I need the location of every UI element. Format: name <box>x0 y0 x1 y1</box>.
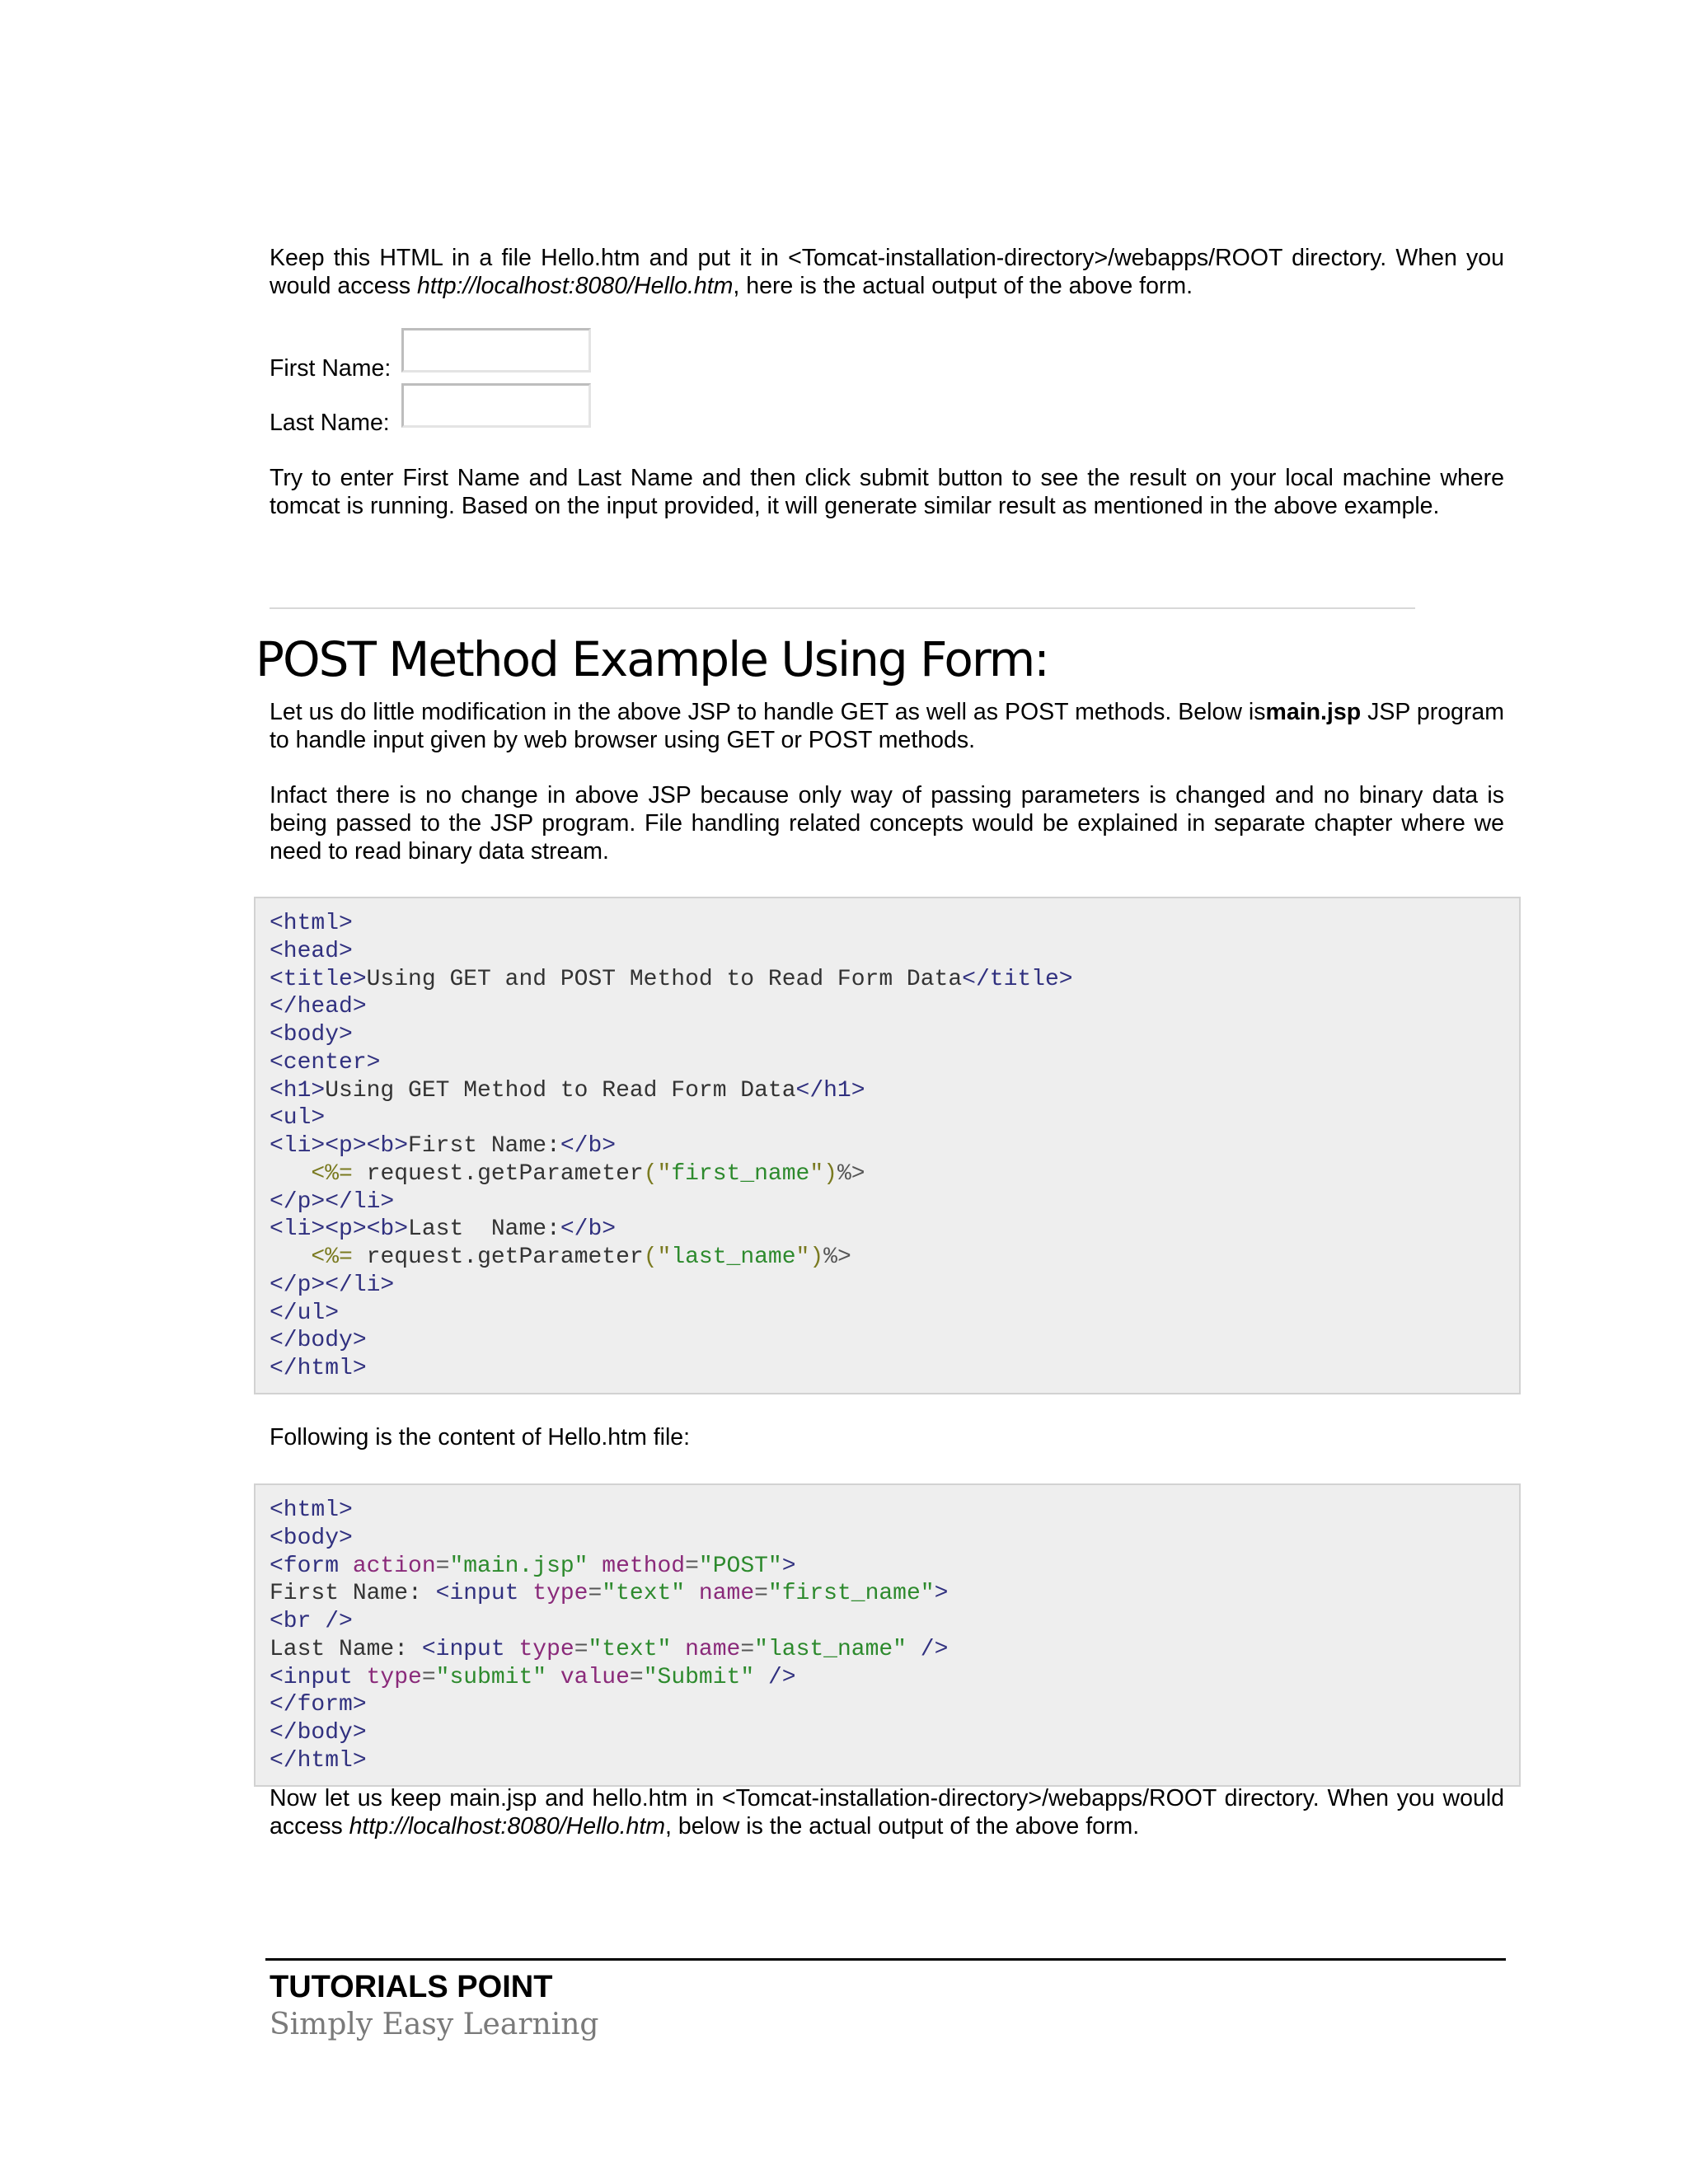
code-token: last_name <box>671 1244 796 1270</box>
first-name-label: First Name: <box>270 355 392 382</box>
code-token: = <box>685 1553 699 1579</box>
code-line <box>270 1355 1505 1383</box>
code-token: > <box>934 1581 949 1607</box>
code-line <box>270 1747 1505 1775</box>
code-token: first_name <box>671 1160 810 1187</box>
footer-brand: TUTORIALS POINT <box>270 1970 553 2004</box>
code-token: <li><p><b> <box>270 1133 409 1159</box>
intro-text-end: , here is the actual output of the above form. <box>733 273 1193 299</box>
code-line <box>270 1719 1505 1747</box>
code-token: ") <box>809 1160 837 1187</box>
code-token: %> <box>823 1244 851 1270</box>
code-token: </html> <box>270 1356 367 1381</box>
code-token: request.getParameter <box>352 1160 644 1187</box>
following-paragraph: Following is the content of Hello.htm file: <box>270 1424 691 1451</box>
code-token: value <box>546 1664 630 1690</box>
code-token: "text" <box>588 1636 672 1662</box>
code-token: <%= <box>311 1160 353 1187</box>
code-token: </b> <box>560 1216 617 1243</box>
code-token: "text" <box>602 1581 686 1607</box>
code-token: <title> <box>270 966 367 992</box>
code-token: <body> <box>270 1022 353 1047</box>
code-token: <html> <box>270 1497 353 1523</box>
code-token: <li><p><b> <box>270 1216 409 1243</box>
code-token: "first_name" <box>767 1581 935 1607</box>
outro-paragraph <box>270 1784 1504 1840</box>
last-name-input[interactable] <box>401 383 591 428</box>
code-line <box>270 938 1505 966</box>
code-token: request.getParameter <box>352 1244 644 1270</box>
code-token: Last Name: <box>270 1636 422 1662</box>
section-text-end: JSP program to handle input given by web browser using GET or POST methods. <box>270 699 1504 753</box>
code-line <box>270 1077 1505 1105</box>
code-line <box>270 1132 1505 1160</box>
intro-url: http://localhost:8080/Hello.htm <box>417 273 734 299</box>
code-token: name <box>671 1636 741 1662</box>
code-line <box>270 1300 1505 1328</box>
code-token: <center> <box>270 1049 381 1076</box>
code-token: Using GET and POST Method to Read Form Data <box>366 966 963 992</box>
code-token: (" <box>643 1160 672 1187</box>
code-line <box>270 1160 1505 1188</box>
section-paragraph-1 <box>270 698 1504 754</box>
code-line <box>270 1327 1505 1355</box>
code-token: </p></li> <box>270 1272 395 1298</box>
code-token: "POST" <box>698 1553 782 1579</box>
code-token: </head> <box>270 994 367 1020</box>
first-name-input[interactable] <box>401 328 591 373</box>
code-token: <input <box>421 1636 505 1662</box>
code-line <box>270 1636 1505 1664</box>
code-line <box>270 1104 1505 1132</box>
section-title: POST Method Example Using Form: <box>256 631 1048 687</box>
code-token: Using GET Method to Read Form Data <box>325 1077 796 1104</box>
footer-rule <box>265 1958 1506 1961</box>
try-paragraph: Try to enter First Name and Last Name and then click submit button to see the result on your local machine where tomcat is running. Based on the input provided, it will generate similar result as mentioned in the above example. <box>270 465 1504 519</box>
code-token: "main.jsp" <box>449 1553 588 1579</box>
code-token: </b> <box>560 1133 617 1159</box>
code-token: = <box>740 1636 755 1662</box>
code-line <box>270 1553 1505 1581</box>
code-token: </p></li> <box>270 1188 395 1215</box>
code-token: type <box>518 1581 588 1607</box>
code-token: = <box>588 1581 603 1607</box>
code-token: <input <box>270 1664 353 1690</box>
code-token: action <box>339 1553 436 1579</box>
code-token: /> <box>754 1664 796 1690</box>
code-line <box>270 910 1505 938</box>
intro-paragraph <box>270 244 1504 300</box>
code-token: Last Name: <box>408 1216 560 1243</box>
code-line <box>270 1580 1505 1608</box>
code-token: <h1> <box>270 1077 326 1104</box>
code-line <box>270 1608 1505 1636</box>
code-token: type <box>352 1664 422 1690</box>
code-block-main-jsp <box>254 897 1521 1394</box>
section-paragraph-2: Infact there is no change in above JSP because only way of passing parameters is changed and no binary data is being passed to the JSP program. File handling related concepts would be explained in separate chapter where we need to read binary data stream. <box>270 782 1504 865</box>
code-token: /> <box>907 1636 949 1662</box>
outro-text: Now let us keep main.jsp and hello.htm in <Tomcat-installation-directory>/webapps/ROOT directory. When you would access <box>270 1785 1504 1840</box>
outro-text-end: , below is the actual output of the above form. <box>665 1813 1140 1840</box>
code-line <box>270 1664 1505 1692</box>
code-token: "submit" <box>435 1664 547 1690</box>
code-token: <head> <box>270 938 353 964</box>
section-bold-file: main.jsp <box>1265 699 1362 725</box>
code-line <box>270 1216 1505 1244</box>
code-line <box>270 1244 1505 1272</box>
intro-text: Keep this HTML in a file Hello.htm and put it in <Tomcat-installation-directory>/webapps/ROOT directory. When you would access <box>270 245 1504 299</box>
code-token: = <box>435 1553 450 1579</box>
code-token: </h1> <box>795 1077 865 1104</box>
code-token: <body> <box>270 1525 353 1551</box>
code-token: <%= <box>311 1244 353 1270</box>
code-token: First Name: <box>408 1133 560 1159</box>
code-token: </form> <box>270 1692 367 1718</box>
code-token: = <box>421 1664 436 1690</box>
code-token: type <box>504 1636 574 1662</box>
code-token: </title> <box>962 966 1073 992</box>
code-token: </ul> <box>270 1300 340 1326</box>
code-token: = <box>629 1664 644 1690</box>
code-token: <ul> <box>270 1105 326 1132</box>
code-block-hello-htm <box>254 1483 1521 1787</box>
code-token: <br /> <box>270 1609 353 1634</box>
code-token: <input <box>435 1581 519 1607</box>
divider <box>270 607 1415 609</box>
code-line <box>270 1021 1505 1049</box>
code-token: method <box>588 1553 686 1579</box>
code-token: <html> <box>270 911 353 936</box>
code-line <box>270 1525 1505 1553</box>
code-token: First Name: <box>270 1581 436 1607</box>
footer-tagline: Simply Easy Learning <box>270 2008 599 2041</box>
outro-url: http://localhost:8080/Hello.htm <box>349 1813 666 1840</box>
code-token: > <box>781 1553 796 1579</box>
code-token: "Submit" <box>643 1664 755 1690</box>
section-text: Let us do little modification in the above JSP to handle GET as well as POST methods. Below is <box>270 699 1266 725</box>
code-token: ") <box>795 1244 824 1270</box>
code-line <box>270 966 1505 994</box>
last-name-label: Last Name: <box>270 410 390 436</box>
code-line <box>270 993 1505 1021</box>
code-line <box>270 1272 1505 1300</box>
code-line <box>270 1497 1505 1525</box>
code-line <box>270 1691 1505 1719</box>
code-line <box>270 1049 1505 1077</box>
code-token: </body> <box>270 1720 367 1746</box>
code-token: "last_name" <box>754 1636 907 1662</box>
code-token: = <box>754 1581 768 1607</box>
code-token: %> <box>837 1160 865 1187</box>
code-line <box>270 1188 1505 1216</box>
code-token: name <box>685 1581 755 1607</box>
code-token: </html> <box>270 1747 367 1774</box>
code-token: <form <box>270 1553 340 1579</box>
code-token: (" <box>643 1244 672 1270</box>
code-token: </body> <box>270 1328 367 1354</box>
code-token: = <box>574 1636 588 1662</box>
